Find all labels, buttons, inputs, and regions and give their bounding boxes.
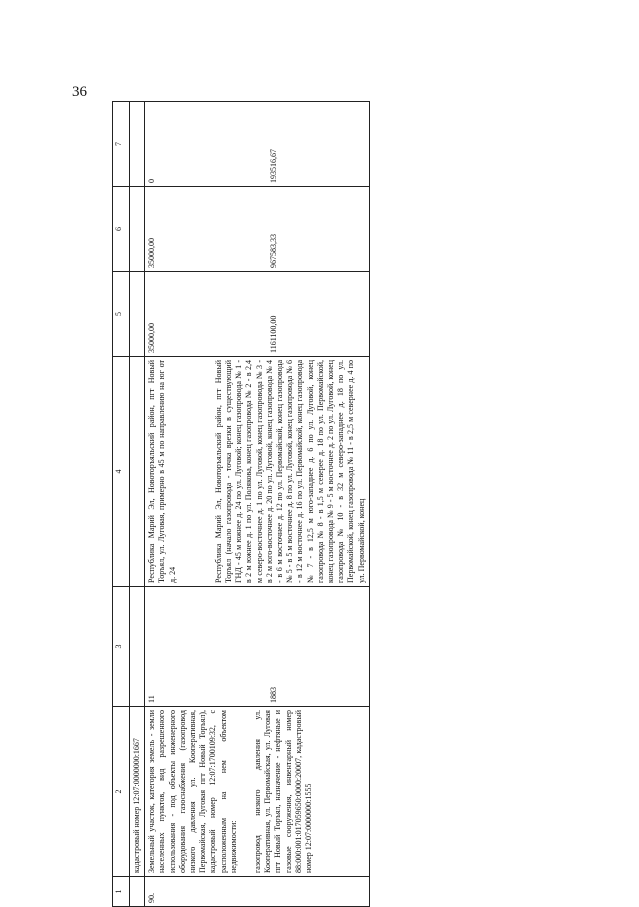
col6-pipeline: 967583,33 (269, 234, 279, 268)
area-pipeline: 1883 (269, 687, 279, 703)
col-header-6: 6 (113, 187, 130, 272)
col-header-1: 1 (113, 877, 130, 907)
address-land: Республика Марий Эл, Новоторъяльский район, пгт Новый Торъял, ул. Луговая, примерно в 45 м по направлению на юг от д. 24 (147, 360, 177, 583)
col5-pipeline: 1161100,00 (269, 315, 279, 353)
col7-pipeline: 193516,67 (269, 149, 279, 183)
row-number: 90. (145, 877, 370, 907)
col-header-4: 4 (113, 357, 130, 587)
col7-land: 0 (147, 179, 157, 183)
col-header-3: 3 (113, 587, 130, 707)
col-header-7: 7 (113, 102, 130, 187)
address-cell (145, 357, 370, 587)
col5-cell (145, 272, 370, 357)
rotated-table-sheet (112, 102, 541, 907)
col6-cell (145, 187, 370, 272)
prev-tail-cell: кадастровый номер 12:07:0000000:1667 (130, 707, 145, 877)
object-pipeline: газопровод низкого давления ул. Кооперативная, ул. Первомайская, ул. Луговая пгт Новый Торъял, назначение - нефтяные и газовые сооружения, инвентарный номер 88:000:001:017059650:0000:20007, кадастровый номер 12:07:0000000:1555 (253, 710, 314, 873)
col7-cell (145, 102, 370, 187)
col6-land: 35000,00 (147, 238, 157, 268)
col-header-5: 5 (113, 272, 130, 357)
col-header-2: 2 (113, 707, 130, 877)
object-land: Земельный участок, категория земель - земли населенных пунктов, вид разрешенного использования - под объекты инженерного оборудования газоснабжения (газопровод низкого давления ул. Кооперативная, Первомайская, Луговая пгт Новый Торъял), кадастровый номер 12:07:1700109:32, с расположенным на нем объектом недвижимости: (147, 710, 238, 873)
table-row (145, 102, 370, 907)
area-cell (145, 587, 370, 707)
property-table (112, 101, 370, 907)
page-number: 36 (72, 84, 87, 100)
address-pipeline: Республика Марий Эл, Новоторъяльский район, пгт Новый Торъял (начало газопровода - точка врезки в существующий ГНД - 45 м южнее д. 24 по ул. Луговой; конец газопровода № 1 - в 2 м южнее д. 1 по ул. Полякова, конец газопровода № 2 - в 2,4 м северо-восточнее д. 1 по ул. Луговой, конец газопровода № 3 - в 2 м юго-восточнее д. 20 по ул. Луговой, конец газопровода № 4 - в 6 м восточнее д. 12 по ул. Первомайской, конец газопровода № 5 - в 5 м восточнее д. 8 по ул. Луговой, конец газопровода № 6 - в 12 м восточнее д. 16 по ул. Первомайской, конец газопровода № 7 - в 12,5 м юго-западнее д. 6 по ул. Луговой, конец газопровода № 8 - в 1,5 м северее д. 18 по ул. Первомайской, конец газопровода № 9 - 5 м восточнее д. 2 по ул. Луговой, конец газопровода № 10 - в 32 м северо-западнее д. 18 по ул. Первомайской, конец газопровода № 11 - в 2,5 м севернее д. 4 по ул. Первомайской, конец (213, 360, 366, 583)
object-description (145, 707, 370, 877)
table-row-prev-tail (130, 102, 145, 907)
col5-land: 35000,00 (147, 323, 157, 353)
area-land: 11 (147, 695, 157, 703)
header-row (113, 102, 130, 907)
